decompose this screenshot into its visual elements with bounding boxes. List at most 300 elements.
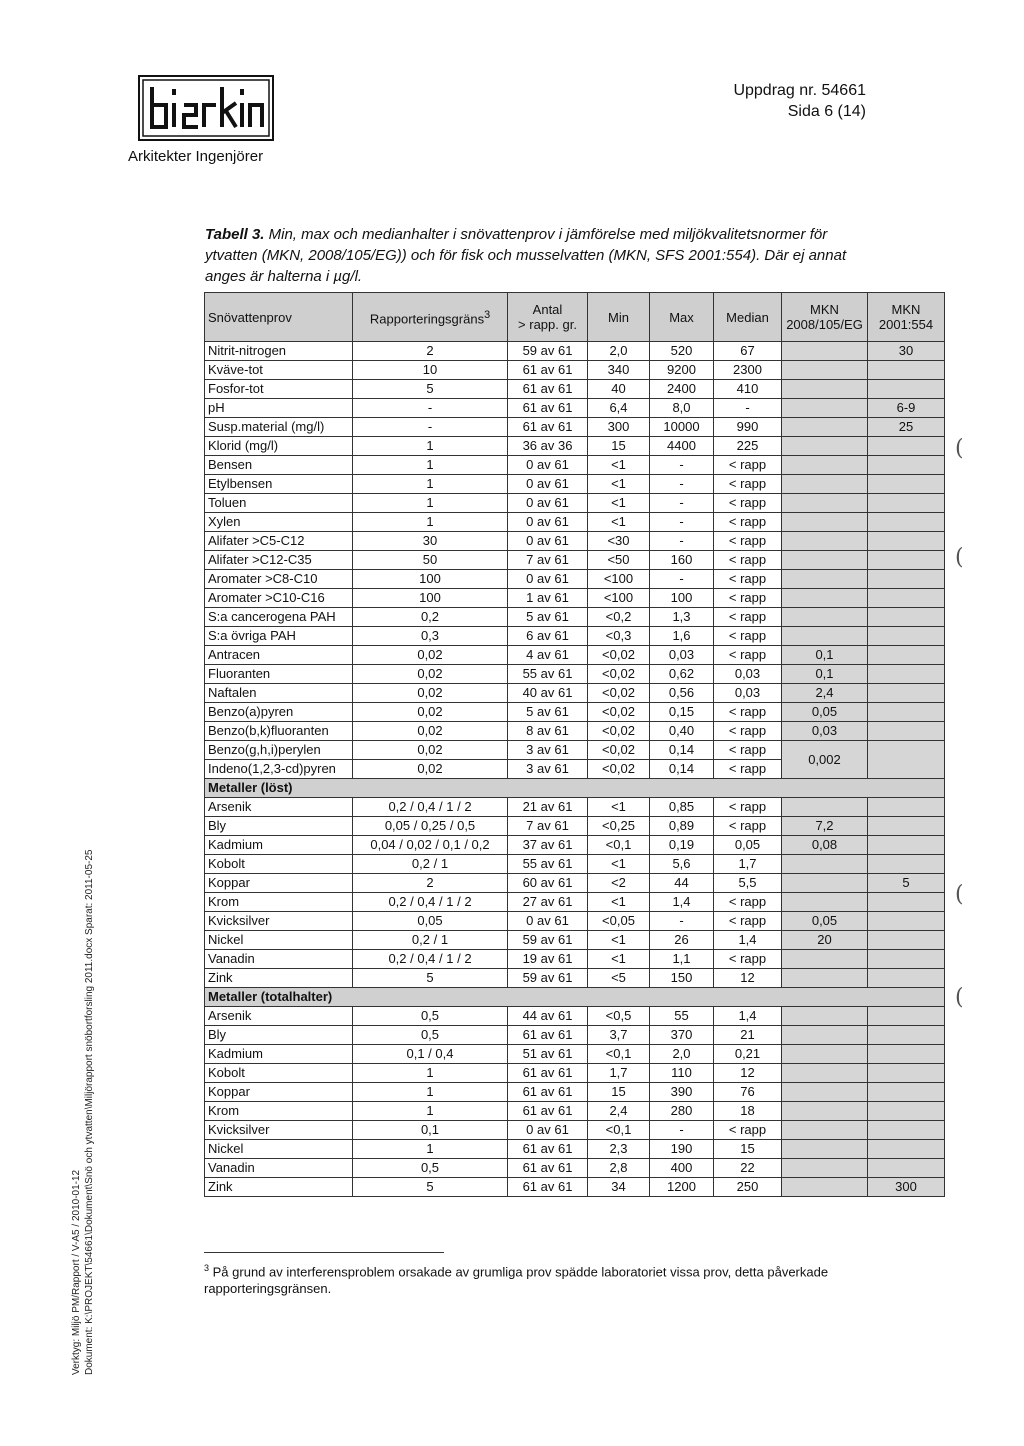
reporting-limit: 5 (353, 380, 508, 399)
sample-name: Arsenik (205, 1007, 353, 1026)
median-value: < rapp (714, 798, 782, 817)
mkn-2008-value (782, 361, 868, 380)
mkn-2008-value: 0,05 (782, 912, 868, 931)
sample-name: Aromater >C10-C16 (205, 589, 353, 608)
min-value: <1 (588, 798, 650, 817)
count-above: 3 av 61 (508, 760, 588, 779)
mkn-2008-value (782, 513, 868, 532)
mkn-2001-value: 30 (868, 342, 945, 361)
caption-text: Min, max och medianhalter i snövattenprov i jämförelse med miljökvalitetsnormer för ytvatten (MKN, 2008/105/EG)) och för fisk och musselvatten (MKN, SFS 2001:554). Där ej annat anges är halterna i µg/l. (205, 226, 847, 285)
table-row (205, 399, 945, 418)
mkn-2001-value (868, 513, 945, 532)
median-value: < rapp (714, 570, 782, 589)
reporting-limit: 0,02 (353, 684, 508, 703)
mkn-2008-value (782, 494, 868, 513)
header-sample: Snövattenprov (205, 293, 353, 342)
mkn-2008-value (782, 475, 868, 494)
max-value: 5,6 (650, 855, 714, 874)
min-value: <1 (588, 456, 650, 475)
count-above: 0 av 61 (508, 532, 588, 551)
max-value: 0,40 (650, 722, 714, 741)
reporting-limit: 0,1 / 0,4 (353, 1045, 508, 1064)
count-above: 40 av 61 (508, 684, 588, 703)
median-value: 1,4 (714, 1007, 782, 1026)
mkn-2008-value (782, 1121, 868, 1140)
count-above: 61 av 61 (508, 418, 588, 437)
count-above: 0 av 61 (508, 513, 588, 532)
table-row (205, 703, 945, 722)
median-value: 0,05 (714, 836, 782, 855)
mkn-2008-value: 0,05 (782, 703, 868, 722)
header-count: Antal > rapp. gr. (508, 293, 588, 342)
mkn-2008-value (782, 1140, 868, 1159)
count-above: 51 av 61 (508, 1045, 588, 1064)
median-value: 225 (714, 437, 782, 456)
count-above: 21 av 61 (508, 798, 588, 817)
table-row (205, 418, 945, 437)
company-logo (138, 75, 274, 141)
sample-name: Kväve-tot (205, 361, 353, 380)
table-row (205, 627, 945, 646)
sample-name: Krom (205, 1102, 353, 1121)
min-value: <1 (588, 494, 650, 513)
reporting-limit: 0,02 (353, 665, 508, 684)
reporting-limit: 1 (353, 475, 508, 494)
min-value: <0,02 (588, 760, 650, 779)
count-above: 27 av 61 (508, 893, 588, 912)
median-value: < rapp (714, 551, 782, 570)
mkn-2001-value (868, 494, 945, 513)
mkn-2008-value (782, 608, 868, 627)
mkn-2008-value (782, 532, 868, 551)
max-value: 0,62 (650, 665, 714, 684)
table-row (205, 646, 945, 665)
sidebar-tool-line: Verktyg: Miljö PM/Rapport / V-A5 / 2010-01-12 (71, 1169, 82, 1375)
sample-name: pH (205, 399, 353, 418)
table-row (205, 589, 945, 608)
mkn-2001-value (868, 608, 945, 627)
table-row (205, 931, 945, 950)
max-value: 0,14 (650, 741, 714, 760)
median-value: < rapp (714, 912, 782, 931)
table-row (205, 1178, 945, 1197)
max-value: 280 (650, 1102, 714, 1121)
reporting-limit: 1 (353, 456, 508, 475)
reporting-limit: 0,5 (353, 1007, 508, 1026)
max-value: 10000 (650, 418, 714, 437)
reporting-limit: 0,02 (353, 703, 508, 722)
max-value: 1,1 (650, 950, 714, 969)
max-value: - (650, 475, 714, 494)
min-value: 1,7 (588, 1064, 650, 1083)
sample-name: S:a cancerogena PAH (205, 608, 353, 627)
max-value: 400 (650, 1159, 714, 1178)
mkn-2008-value (782, 1102, 868, 1121)
reporting-limit: 0,05 / 0,25 / 0,5 (353, 817, 508, 836)
count-above: 0 av 61 (508, 912, 588, 931)
min-value: <0,02 (588, 741, 650, 760)
median-value: 1,7 (714, 855, 782, 874)
min-value: <100 (588, 589, 650, 608)
median-value: < rapp (714, 1121, 782, 1140)
max-value: 8,0 (650, 399, 714, 418)
table-row (205, 1102, 945, 1121)
header-min: Min (588, 293, 650, 342)
count-above: 44 av 61 (508, 1007, 588, 1026)
reporting-limit: 0,02 (353, 646, 508, 665)
median-value: < rapp (714, 703, 782, 722)
mkn-2008-value (782, 437, 868, 456)
count-above: 5 av 61 (508, 608, 588, 627)
min-value: <0,02 (588, 646, 650, 665)
min-value: <1 (588, 855, 650, 874)
reporting-limit: 1 (353, 1064, 508, 1083)
min-value: <1 (588, 893, 650, 912)
sample-name: Kobolt (205, 855, 353, 874)
min-value: <50 (588, 551, 650, 570)
mkn-2001-value (868, 969, 945, 988)
mkn-2008-value (782, 570, 868, 589)
mkn-2001-value (868, 722, 945, 741)
median-value: 5,5 (714, 874, 782, 893)
median-value: 990 (714, 418, 782, 437)
median-value: 0,21 (714, 1045, 782, 1064)
table-row (205, 722, 945, 741)
section-row (205, 988, 945, 1007)
mkn-2001-value: 300 (868, 1178, 945, 1197)
count-above: 0 av 61 (508, 475, 588, 494)
mkn-2008-value: 0,1 (782, 646, 868, 665)
section-row (205, 779, 945, 798)
mkn-2008-value (782, 418, 868, 437)
min-value: <0,25 (588, 817, 650, 836)
median-value: < rapp (714, 760, 782, 779)
min-value: 340 (588, 361, 650, 380)
sample-name: Fluoranten (205, 665, 353, 684)
section-label: Metaller (totalhalter) (205, 988, 945, 1007)
median-value: 12 (714, 1064, 782, 1083)
max-value: 0,15 (650, 703, 714, 722)
median-value: < rapp (714, 532, 782, 551)
sample-name: Klorid (mg/l) (205, 437, 353, 456)
min-value: <0,1 (588, 1045, 650, 1064)
sample-name: Zink (205, 1178, 353, 1197)
reporting-limit: 1 (353, 437, 508, 456)
mkn-2001-value (868, 817, 945, 836)
table-row (205, 912, 945, 931)
max-value: 160 (650, 551, 714, 570)
sample-name: Kadmium (205, 836, 353, 855)
mkn-2001-value (868, 1064, 945, 1083)
table-row (205, 494, 945, 513)
mkn-2001-value (868, 646, 945, 665)
median-value: < rapp (714, 646, 782, 665)
count-above: 61 av 61 (508, 1083, 588, 1102)
count-above: 60 av 61 (508, 874, 588, 893)
median-value: 12 (714, 969, 782, 988)
reporting-limit: 30 (353, 532, 508, 551)
footnote (204, 1260, 854, 1297)
footnote-divider (204, 1252, 444, 1253)
median-value: 1,4 (714, 931, 782, 950)
count-above: 37 av 61 (508, 836, 588, 855)
min-value: <0,02 (588, 684, 650, 703)
max-value: 44 (650, 874, 714, 893)
median-value: 410 (714, 380, 782, 399)
min-value: <0,2 (588, 608, 650, 627)
mkn-2001-value (868, 703, 945, 722)
margin-mark: ( (955, 882, 964, 907)
sample-name: Xylen (205, 513, 353, 532)
min-value: 6,4 (588, 399, 650, 418)
mkn-2001-value (868, 912, 945, 931)
median-value: 21 (714, 1026, 782, 1045)
table-row (205, 1045, 945, 1064)
reporting-limit: 100 (353, 589, 508, 608)
max-value: 26 (650, 931, 714, 950)
mkn-2001-value (868, 1159, 945, 1178)
mkn-2008-value (782, 950, 868, 969)
sample-name: Vanadin (205, 950, 353, 969)
median-value: 15 (714, 1140, 782, 1159)
min-value: 15 (588, 437, 650, 456)
max-value: - (650, 1121, 714, 1140)
table-row (205, 855, 945, 874)
median-value: < rapp (714, 456, 782, 475)
margin-mark: ( (955, 436, 964, 461)
reporting-limit: 1 (353, 1083, 508, 1102)
reporting-limit: 1 (353, 1102, 508, 1121)
mkn-2008-value (782, 969, 868, 988)
count-above: 59 av 61 (508, 342, 588, 361)
table-row (205, 1026, 945, 1045)
reporting-limit: 0,05 (353, 912, 508, 931)
mkn-2008-value: 0,03 (782, 722, 868, 741)
table-row (205, 817, 945, 836)
count-above: 0 av 61 (508, 570, 588, 589)
max-value: 2400 (650, 380, 714, 399)
reporting-limit: 0,2 / 0,4 / 1 / 2 (353, 798, 508, 817)
min-value: 40 (588, 380, 650, 399)
sample-name: Koppar (205, 1083, 353, 1102)
table-row (205, 665, 945, 684)
mkn-2008-value (782, 380, 868, 399)
margin-mark: ( (955, 545, 964, 570)
count-above: 61 av 61 (508, 1159, 588, 1178)
header-limit: Rapporteringsgräns$^3$ (353, 293, 508, 342)
count-above: 61 av 61 (508, 1178, 588, 1197)
table-row (205, 798, 945, 817)
document-header (733, 80, 866, 122)
sample-name: Bly (205, 1026, 353, 1045)
reporting-limit: 5 (353, 969, 508, 988)
count-above: 0 av 61 (508, 494, 588, 513)
mkn-2001-value (868, 855, 945, 874)
table-row (205, 1159, 945, 1178)
mkn-2001-value (868, 1045, 945, 1064)
max-value: 0,56 (650, 684, 714, 703)
mkn-2001-value (868, 380, 945, 399)
reporting-limit: 10 (353, 361, 508, 380)
count-above: 36 av 36 (508, 437, 588, 456)
sample-name: Alifater >C5-C12 (205, 532, 353, 551)
max-value: 0,19 (650, 836, 714, 855)
sample-name: Zink (205, 969, 353, 988)
mkn-2001-value (868, 798, 945, 817)
min-value: <1 (588, 513, 650, 532)
table-row (205, 475, 945, 494)
mkn-2008-value (782, 456, 868, 475)
min-value: <0,02 (588, 722, 650, 741)
mkn-2008-value (782, 551, 868, 570)
count-above: 4 av 61 (508, 646, 588, 665)
max-value: - (650, 532, 714, 551)
max-value: 150 (650, 969, 714, 988)
mkn-2008-value (782, 342, 868, 361)
mkn-2008-value (782, 1083, 868, 1102)
sample-name: Naftalen (205, 684, 353, 703)
logo-subtitle: Arkitekter Ingenjörer (128, 148, 264, 165)
max-value: 100 (650, 589, 714, 608)
sample-name: Krom (205, 893, 353, 912)
mkn-2001-value (868, 1026, 945, 1045)
median-value: < rapp (714, 722, 782, 741)
caption-label: Tabell 3. (205, 226, 265, 243)
mkn-2001-value (868, 1121, 945, 1140)
sample-name: Benzo(a)pyren (205, 703, 353, 722)
mkn-2001-value (868, 931, 945, 950)
mkn-2001-value (868, 589, 945, 608)
reporting-limit: 0,2 (353, 608, 508, 627)
sample-name: Fosfor-tot (205, 380, 353, 399)
median-value: < rapp (714, 741, 782, 760)
mkn-2001-value (868, 893, 945, 912)
count-above: 3 av 61 (508, 741, 588, 760)
sample-name: Koppar (205, 874, 353, 893)
count-above: 61 av 61 (508, 1140, 588, 1159)
median-value: 0,03 (714, 665, 782, 684)
reporting-limit: 0,02 (353, 722, 508, 741)
page-number: Sida 6 (14) (787, 103, 866, 120)
max-value: 4400 (650, 437, 714, 456)
mkn-2001-value (868, 1102, 945, 1121)
count-above: 7 av 61 (508, 551, 588, 570)
table-row (205, 456, 945, 475)
median-value: < rapp (714, 893, 782, 912)
mkn-2008-value (782, 893, 868, 912)
min-value: 34 (588, 1178, 650, 1197)
reporting-limit: 2 (353, 874, 508, 893)
mkn-2001-value (868, 627, 945, 646)
sample-name: Benzo(g,h,i)perylen (205, 741, 353, 760)
median-value: 250 (714, 1178, 782, 1197)
max-value: 55 (650, 1007, 714, 1026)
mkn-2008-value: 0,002 (782, 741, 868, 779)
mkn-2008-value (782, 627, 868, 646)
reporting-limit: 0,04 / 0,02 / 0,1 / 0,2 (353, 836, 508, 855)
sample-name: Kvicksilver (205, 912, 353, 931)
mkn-2001-value (868, 1083, 945, 1102)
mkn-2001-value (868, 665, 945, 684)
reporting-limit: 1 (353, 513, 508, 532)
max-value: 0,89 (650, 817, 714, 836)
reporting-limit: - (353, 399, 508, 418)
reporting-limit: - (353, 418, 508, 437)
table-row (205, 741, 945, 760)
mkn-2008-value (782, 589, 868, 608)
count-above: 0 av 61 (508, 1121, 588, 1140)
reporting-limit: 100 (353, 570, 508, 589)
table-row (205, 437, 945, 456)
table-row (205, 1064, 945, 1083)
table-row (205, 361, 945, 380)
mkn-2001-value (868, 950, 945, 969)
count-above: 1 av 61 (508, 589, 588, 608)
min-value: 2,3 (588, 1140, 650, 1159)
reporting-limit: 0,5 (353, 1026, 508, 1045)
max-value: 1,6 (650, 627, 714, 646)
median-value: < rapp (714, 475, 782, 494)
count-above: 55 av 61 (508, 855, 588, 874)
reporting-limit: 0,02 (353, 760, 508, 779)
median-value: 18 (714, 1102, 782, 1121)
document-path-sidebar (70, 850, 96, 1375)
sample-name: Antracen (205, 646, 353, 665)
min-value: <0,3 (588, 627, 650, 646)
median-value: 2300 (714, 361, 782, 380)
max-value: 1,4 (650, 893, 714, 912)
min-value: 2,8 (588, 1159, 650, 1178)
count-above: 61 av 61 (508, 380, 588, 399)
median-value: 0,03 (714, 684, 782, 703)
mkn-2001-value (868, 684, 945, 703)
table-row (205, 836, 945, 855)
table-row (205, 1007, 945, 1026)
mkn-2001-value (868, 741, 945, 779)
assignment-number: Uppdrag nr. 54661 (733, 82, 866, 99)
min-value: <0,1 (588, 836, 650, 855)
count-above: 61 av 61 (508, 1064, 588, 1083)
header-mkn-2001: MKN 2001:554 (868, 293, 945, 342)
mkn-2008-value (782, 399, 868, 418)
sample-name: Kadmium (205, 1045, 353, 1064)
reporting-limit: 0,2 / 1 (353, 855, 508, 874)
max-value: 390 (650, 1083, 714, 1102)
mkn-2008-value: 2,4 (782, 684, 868, 703)
sample-name: Vanadin (205, 1159, 353, 1178)
median-value: < rapp (714, 513, 782, 532)
min-value: <0,02 (588, 665, 650, 684)
mkn-2008-value (782, 1026, 868, 1045)
mkn-2001-value (868, 475, 945, 494)
count-above: 5 av 61 (508, 703, 588, 722)
table-row (205, 874, 945, 893)
min-value: 2,0 (588, 342, 650, 361)
median-value: 22 (714, 1159, 782, 1178)
sample-name: Kvicksilver (205, 1121, 353, 1140)
count-above: 0 av 61 (508, 456, 588, 475)
table-row (205, 608, 945, 627)
median-value: - (714, 399, 782, 418)
sample-name: S:a övriga PAH (205, 627, 353, 646)
max-value: 1200 (650, 1178, 714, 1197)
max-value: 1,3 (650, 608, 714, 627)
table-row (205, 532, 945, 551)
mkn-2001-value (868, 361, 945, 380)
table-row (205, 684, 945, 703)
count-above: 59 av 61 (508, 969, 588, 988)
count-above: 8 av 61 (508, 722, 588, 741)
